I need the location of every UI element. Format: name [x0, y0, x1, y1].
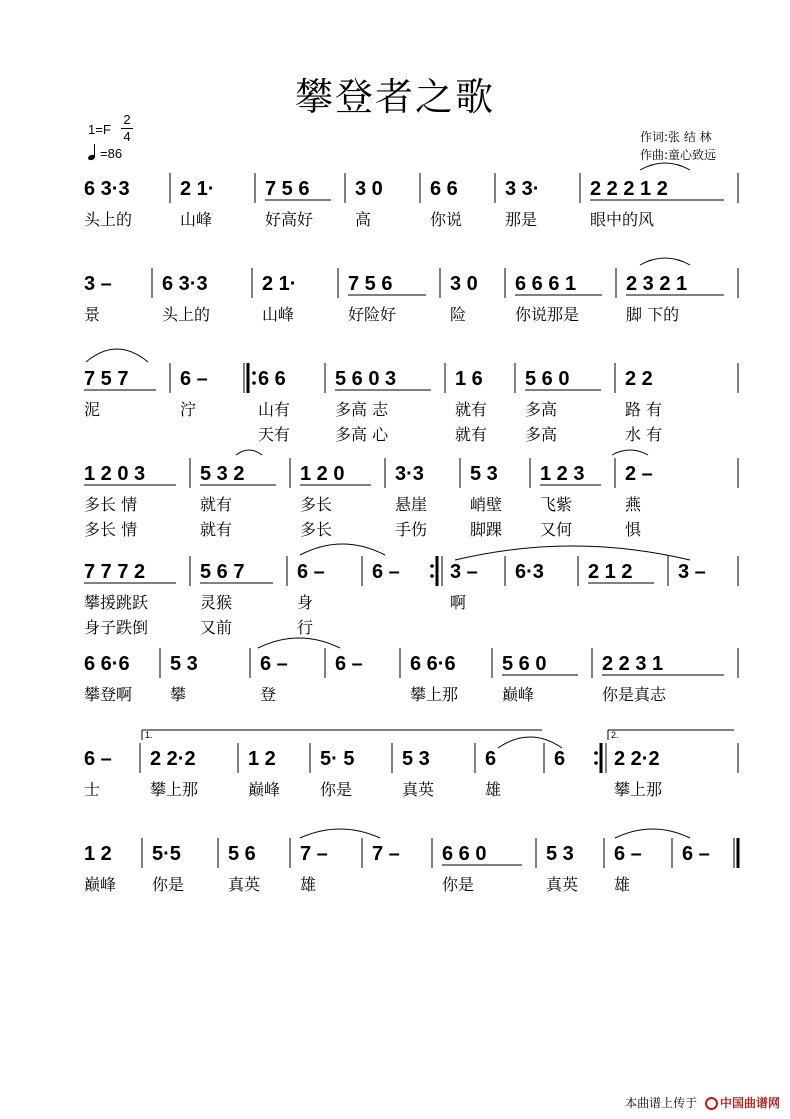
jianpu-notes: 2 2·2 — [614, 748, 660, 770]
jianpu-notes: 6 6·6 — [84, 653, 130, 675]
jianpu-notes: 2 – — [625, 463, 653, 485]
lyric-verse-1: 登 — [260, 685, 277, 704]
lyric-verse-1: 雄 — [300, 875, 317, 894]
jianpu-notes: 6·3 — [515, 561, 544, 583]
jianpu-notes: 5 3 — [470, 463, 498, 485]
jianpu-notes: 1 2 0 — [300, 463, 345, 485]
lyric-verse-2: 手伤 — [395, 520, 428, 539]
lyric-verse-1: 你是 — [442, 875, 475, 894]
jianpu-notes: 6 — [554, 748, 566, 770]
logo-circle-icon — [705, 1097, 718, 1110]
volta-number: 2. — [611, 730, 619, 740]
lyric-verse-1: 攀上那 — [614, 780, 663, 799]
lyric-verse-1: 巅峰 — [502, 685, 535, 704]
jianpu-notes: 6 6·6 — [410, 653, 456, 675]
jianpu-notes: 6 – — [297, 561, 325, 583]
tie — [300, 544, 385, 555]
lyric-verse-1: 山有 — [258, 400, 291, 419]
jianpu-notes: 5 3 — [546, 843, 574, 865]
slur — [236, 450, 262, 455]
slur — [640, 163, 690, 170]
lyric-verse-2: 脚踝 — [470, 520, 503, 539]
jianpu-notes: 6 6 6 1 — [515, 273, 577, 295]
lyric-verse-1: 景 — [84, 305, 101, 324]
lyric-verse-1: 真英 — [546, 875, 579, 894]
lyric-verse-1: 攀 — [170, 685, 187, 704]
jianpu-notes: 3 0 — [450, 273, 478, 295]
lyric-verse-1: 多长 情 — [84, 495, 138, 514]
lyric-verse-1: 多高 — [525, 400, 558, 419]
lyric-verse-1: 真英 — [402, 780, 435, 799]
repeat-dot — [252, 371, 256, 375]
lyric-verse-2: 身子跌倒 — [84, 618, 149, 637]
lyric-verse-2: 多高 心 — [335, 425, 389, 444]
jianpu-notes: 3·3 — [395, 463, 424, 485]
lyric-verse-1: 眼中的风 — [590, 210, 655, 229]
lyric-verse-1: 那是 — [505, 210, 538, 229]
footer-text: 本曲谱上传于 — [625, 1096, 698, 1110]
lyric-verse-1: 飞紫 — [540, 495, 573, 514]
lyric-verse-1: 峭壁 — [470, 495, 503, 514]
lyric-verse-1: 你是 — [320, 780, 353, 799]
lyric-verse-1: 头上的 — [84, 210, 133, 229]
lyric-verse-1: 你说那是 — [515, 305, 580, 324]
key-signature: 1=F — [88, 122, 111, 137]
jianpu-notes: 7 5 7 — [84, 368, 129, 390]
slur — [612, 450, 648, 455]
jianpu-notes: 6 – — [260, 653, 288, 675]
lyric-verse-1: 多长 — [300, 495, 333, 514]
jianpu-notes: 6 3·3 — [84, 178, 130, 200]
jianpu-notes: 6 – — [614, 843, 642, 865]
lyric-verse-2: 惧 — [625, 520, 642, 539]
lyric-verse-1: 啊 — [450, 593, 467, 612]
jianpu-notes: 2 1· — [262, 273, 297, 295]
song-title: 攀登者之歌 — [294, 75, 495, 119]
jianpu-notes: 7 5 6 — [348, 273, 393, 295]
lyric-verse-1: 悬崖 — [395, 495, 428, 514]
repeat-dot — [594, 761, 598, 765]
lyric-verse-2: 又前 — [200, 618, 233, 637]
lyric-verse-1: 身 — [297, 593, 314, 612]
lyric-verse-1: 攀上那 — [150, 780, 199, 799]
slur — [86, 349, 148, 362]
lyric-verse-1: 你说 — [430, 210, 463, 229]
jianpu-notes: 5 6 0 — [525, 368, 570, 390]
jianpu-notes: 2 2 — [625, 368, 653, 390]
lyric-verse-2: 多长 情 — [84, 520, 138, 539]
lyric-verse-1: 士 — [84, 780, 101, 799]
lyric-verse-1: 攀上那 — [410, 685, 459, 704]
lyric-verse-1: 攀援跳跃 — [84, 593, 149, 612]
jianpu-notes: 2 2·2 — [150, 748, 196, 770]
repeat-dot — [594, 751, 598, 755]
jianpu-notes: 5· 5 — [320, 748, 355, 770]
lyric-verse-1: 险 — [450, 305, 467, 324]
lyric-verse-1: 巅峰 — [84, 875, 117, 894]
lyric-verse-2: 就有 — [455, 425, 488, 444]
jianpu-notes: 1 2 0 3 — [84, 463, 146, 485]
lyric-verse-1: 雄 — [614, 875, 631, 894]
jianpu-notes: 2 2 3 1 — [602, 653, 664, 675]
tie — [498, 737, 562, 748]
jianpu-notes: 1 6 — [455, 368, 483, 390]
jianpu-notes: 6 6 0 — [442, 843, 487, 865]
lyric-verse-2: 多高 — [525, 425, 558, 444]
repeat-dot — [430, 564, 434, 568]
slur — [455, 546, 690, 560]
jianpu-notes: 5 3 — [402, 748, 430, 770]
jianpu-notes: 7 – — [372, 843, 400, 865]
jianpu-notes: 2 1· — [180, 178, 215, 200]
jianpu-notes: 5·5 — [152, 843, 181, 865]
lyric-verse-1: 山峰 — [180, 210, 213, 229]
lyric-verse-1: 你是真志 — [602, 685, 667, 704]
lyric-verse-1: 燕 — [625, 495, 642, 514]
lyric-verse-1: 多高 志 — [335, 400, 389, 419]
tie — [615, 829, 690, 838]
jianpu-notes: 6 – — [84, 748, 112, 770]
jianpu-notes: 5 6 0 — [502, 653, 547, 675]
jianpu-notes: 5 6 7 — [200, 561, 245, 583]
repeat-dot — [252, 381, 256, 385]
lyric-verse-1: 灵猴 — [200, 593, 233, 612]
jianpu-notes: 6 – — [682, 843, 710, 865]
lyric-verse-1: 路 有 — [625, 400, 663, 419]
slur — [640, 258, 690, 265]
jianpu-notes: 6 — [485, 748, 497, 770]
jianpu-notes: 5 3 — [170, 653, 198, 675]
tempo-value: =86 — [100, 146, 123, 161]
lyric-verse-1: 高 — [355, 210, 372, 229]
lyric-verse-1: 山峰 — [262, 305, 295, 324]
lyricist-credit: 作词:张 结 林 — [640, 130, 712, 144]
site-logo[interactable] — [705, 1094, 780, 1111]
jianpu-notes: 3 – — [450, 561, 478, 583]
jianpu-notes: 3 0 — [355, 178, 383, 200]
tie — [258, 638, 340, 648]
jianpu-notes: 1 2 3 — [540, 463, 585, 485]
jianpu-notes: 3 – — [678, 561, 706, 583]
jianpu-notes: 7 – — [300, 843, 328, 865]
jianpu-notes: 6 3·3 — [162, 273, 208, 295]
jianpu-notes: 3 3· — [505, 178, 540, 200]
lyric-verse-1: 好高好 — [265, 210, 314, 229]
jianpu-notes: 6 6 — [430, 178, 458, 200]
lyric-verse-1: 泞 — [180, 400, 197, 419]
lyric-verse-1: 你是 — [152, 875, 185, 894]
jianpu-notes: 2 1 2 — [588, 561, 633, 583]
lyric-verse-1: 真英 — [228, 875, 261, 894]
lyric-verse-2: 行 — [297, 618, 314, 637]
lyric-verse-1: 雄 — [485, 780, 502, 799]
composer-credit: 作曲:童心致远 — [640, 148, 717, 162]
logo-text: 中国曲谱网 — [719, 1096, 780, 1110]
jianpu-notes: 7 7 7 2 — [84, 561, 146, 583]
jianpu-notes: 2 3 2 1 — [626, 273, 688, 295]
lyric-verse-2: 又何 — [540, 520, 573, 539]
lyric-verse-1: 就有 — [455, 400, 488, 419]
lyric-verse-1: 巅峰 — [248, 780, 281, 799]
lyric-verse-1: 好险好 — [348, 305, 397, 324]
jianpu-notes: 5 6 0 3 — [335, 368, 397, 390]
tempo-marking — [88, 146, 122, 161]
lyric-verse-2: 多长 — [300, 520, 333, 539]
lyric-verse-1: 头上的 — [162, 305, 211, 324]
jianpu-notes: 3 – — [84, 273, 112, 295]
jianpu-notes: 6 6 — [258, 368, 286, 390]
tie — [300, 829, 380, 838]
repeat-dot — [430, 574, 434, 578]
time-signature-bottom: 4 — [123, 129, 131, 144]
jianpu-notes: 6 – — [372, 561, 400, 583]
lyric-verse-1: 脚 下的 — [626, 305, 680, 324]
jianpu-notes: 5 6 — [228, 843, 256, 865]
jianpu-notes: 2 2 2 1 2 — [590, 178, 668, 200]
jianpu-notes: 7 5 6 — [265, 178, 310, 200]
jianpu-notes: 1 2 — [248, 748, 276, 770]
time-signature — [118, 112, 136, 145]
lyric-verse-2: 天有 — [258, 425, 291, 444]
lyric-verse-2: 就有 — [200, 520, 233, 539]
footer-upload-note — [625, 1094, 780, 1111]
lyric-verse-1: 泥 — [84, 400, 101, 419]
lyric-verse-2: 水 有 — [625, 425, 663, 444]
jianpu-notes: 6 – — [180, 368, 208, 390]
jianpu-notes: 1 2 — [84, 843, 112, 865]
quarter-note-icon — [88, 146, 100, 160]
jianpu-notes: 6 – — [335, 653, 363, 675]
jianpu-notes: 5 3 2 — [200, 463, 245, 485]
lyric-verse-1: 攀登啊 — [84, 685, 133, 704]
time-signature-top: 2 — [123, 112, 131, 127]
volta-number: 1. — [145, 730, 153, 740]
lyric-verse-1: 就有 — [200, 495, 233, 514]
